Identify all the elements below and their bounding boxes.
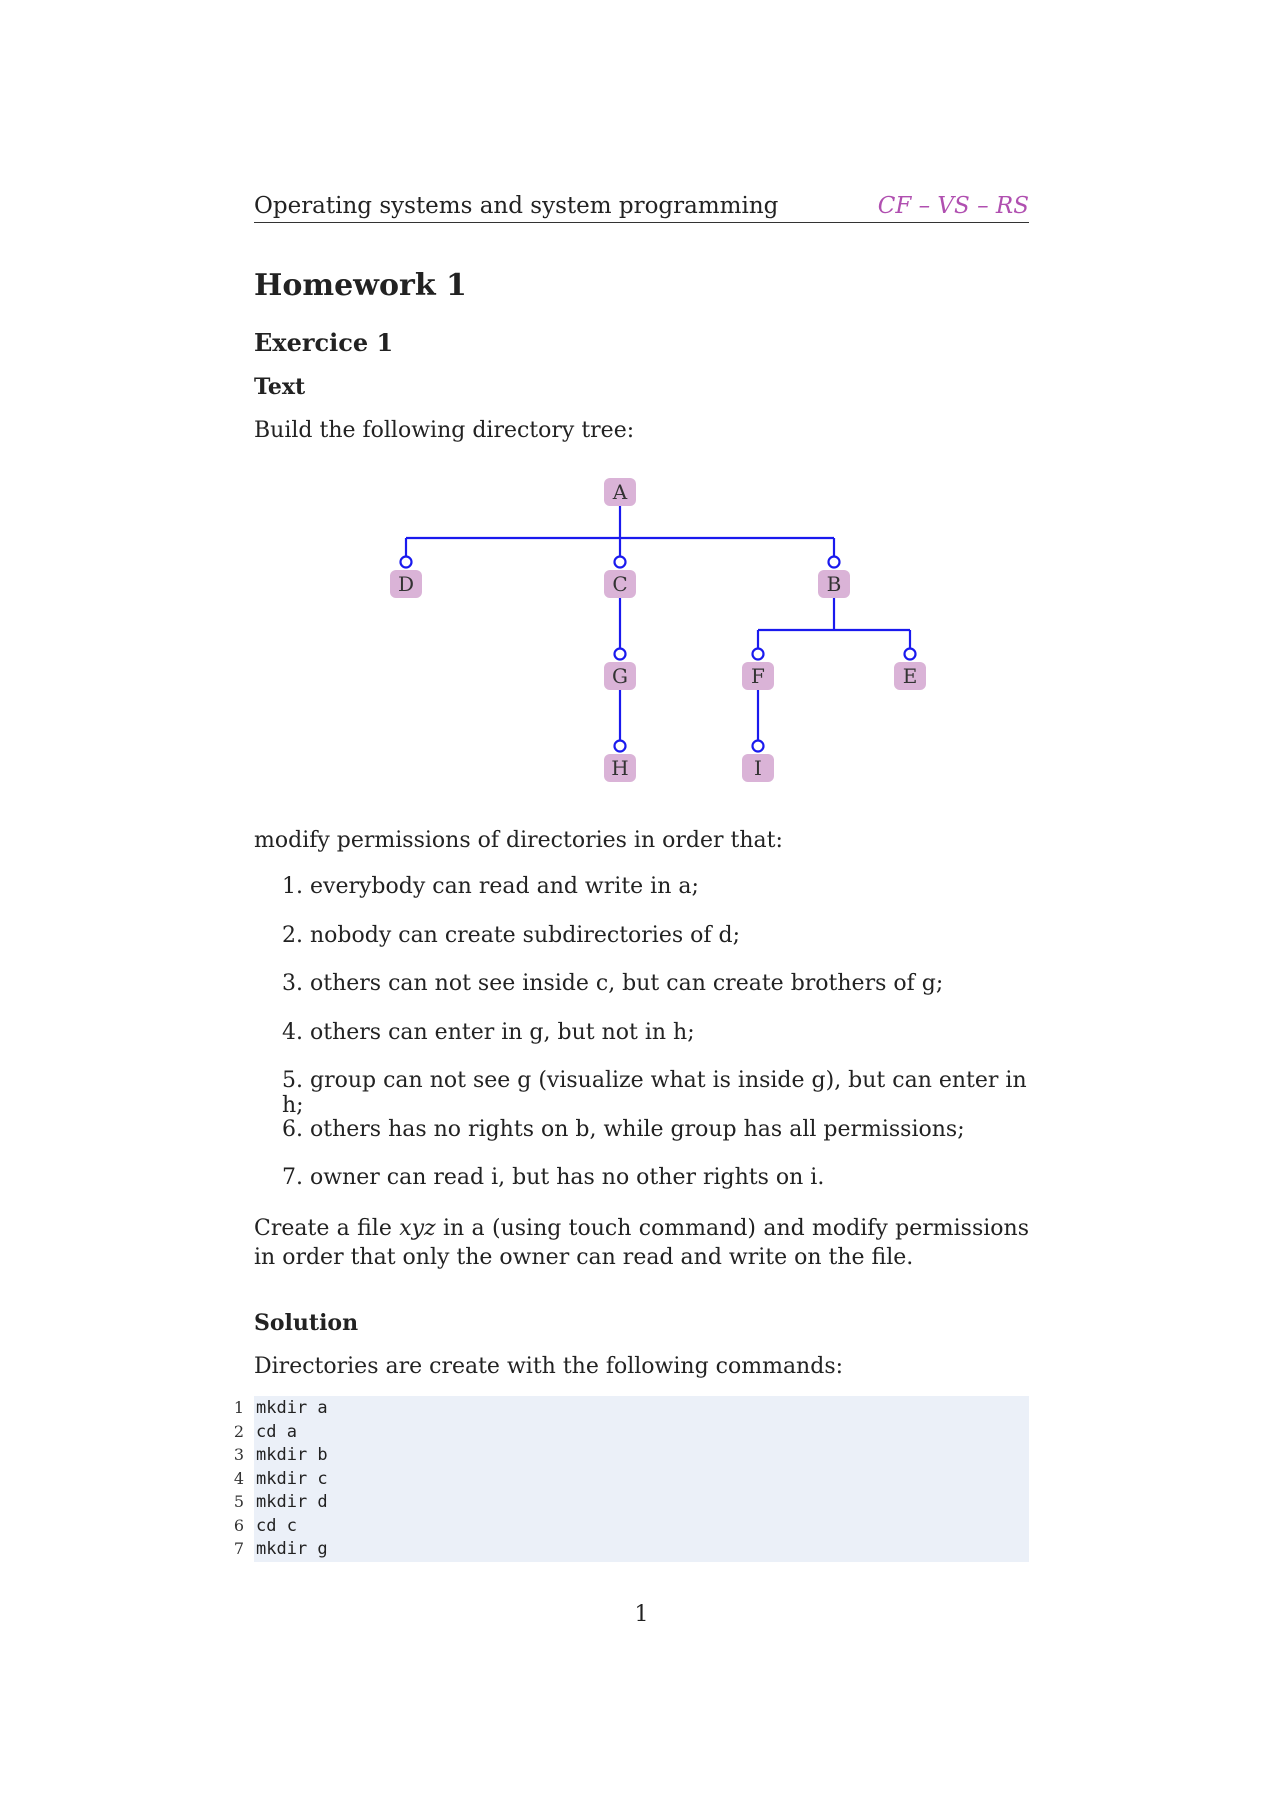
line-number: 5: [233, 1492, 244, 1511]
permissions-list: [282, 874, 1029, 1214]
tree-node-label: I: [754, 756, 762, 780]
code-line: [233, 1492, 328, 1516]
line-number: 3: [233, 1445, 244, 1464]
tree-node-e: [894, 662, 926, 690]
solution-intro: Directories are create with the following commands:: [254, 1354, 844, 1379]
item-text: owner can read i, but has no other rights on i.: [310, 1165, 825, 1190]
item-text: others can enter in g, but not in h;: [310, 1019, 695, 1045]
header-authors: CF – VS – RS: [877, 193, 1029, 219]
file-task-after: in a (using touch command) and modify permissions in order that only the owner can read and write on the file.: [254, 1216, 1030, 1270]
code-line: [233, 1398, 328, 1422]
line-number: 7: [233, 1539, 244, 1558]
list-item: [282, 874, 1029, 923]
tree-node-label: H: [611, 756, 629, 780]
text-heading: Text: [254, 374, 306, 400]
tree-edges: [401, 506, 916, 752]
tree-node-label: F: [751, 664, 765, 688]
tree-node-b: [818, 570, 850, 598]
line-number: 1: [233, 1398, 244, 1417]
tree-node-label: D: [397, 572, 415, 596]
file-task-filename: xyz: [399, 1216, 436, 1241]
tree-node-label: G: [612, 664, 628, 688]
item-number: 3.: [282, 971, 303, 996]
running-header: [254, 192, 1029, 223]
code-line: [233, 1468, 328, 1493]
tree-node-g: [604, 662, 636, 690]
code-text: mkdir c: [256, 1468, 328, 1489]
exercise-heading: Exercice 1: [254, 328, 394, 357]
code-line: [233, 1421, 297, 1446]
code-text: mkdir a: [256, 1398, 328, 1418]
item-text: nobody can create subdirectories of d;: [310, 922, 741, 948]
item-text: others can not see inside c, but can create brothers of g;: [310, 971, 944, 996]
intro-text: Build the following directory tree:: [254, 418, 635, 443]
tree-node-label: E: [902, 664, 918, 688]
list-item: [282, 1068, 1029, 1117]
list-item: [282, 923, 1029, 972]
solution-heading: Solution: [254, 1310, 359, 1336]
list-item: [282, 1165, 1029, 1214]
item-number: 5.: [282, 1068, 303, 1093]
tree-node-label: C: [612, 572, 628, 596]
code-text: cd c: [256, 1515, 297, 1536]
code-line: [233, 1445, 328, 1469]
tree-node-a: [604, 478, 636, 506]
tree-node-d: [390, 570, 422, 598]
item-number: 6.: [282, 1116, 303, 1142]
code-text: cd a: [256, 1421, 297, 1442]
line-number: 6: [233, 1515, 244, 1535]
list-item: [282, 1117, 1029, 1166]
item-text: group can not see g (visualize what is inside g), but can enter in h;: [282, 1068, 1027, 1118]
line-number: 2: [233, 1421, 244, 1441]
item-number: 1.: [282, 874, 303, 899]
directory-tree: [354, 474, 918, 800]
file-task-before: Create a file: [254, 1216, 400, 1241]
item-number: 4.: [282, 1019, 303, 1045]
tree-node-h: [604, 754, 636, 782]
code-line: [233, 1539, 328, 1563]
item-number: 2.: [282, 922, 303, 948]
tree-node-c: [604, 570, 636, 598]
tree-node-i: [742, 754, 774, 782]
code-text: mkdir d: [256, 1492, 328, 1512]
header-course: Operating systems and system programming: [254, 193, 779, 219]
item-text: others has no rights on b, while group has all permissions;: [310, 1116, 965, 1142]
tree-node-label: B: [826, 572, 842, 596]
file-task-paragraph: [254, 1214, 1029, 1272]
tree-node-label: A: [612, 480, 628, 504]
page-number: 1: [634, 1602, 649, 1627]
item-number: 7.: [282, 1165, 303, 1190]
tree-node-f: [742, 662, 774, 690]
code-block: [233, 1396, 1029, 1562]
list-item: [282, 971, 1029, 1020]
item-text: everybody can read and write in a;: [310, 874, 699, 899]
code-line: [233, 1515, 297, 1540]
code-text: mkdir b: [256, 1445, 328, 1465]
line-number: 4: [233, 1468, 244, 1488]
code-text: mkdir g: [256, 1539, 328, 1559]
permissions-intro: modify permissions of directories in order that:: [254, 828, 783, 853]
list-item: [282, 1020, 1029, 1069]
homework-title: Homework 1: [254, 268, 467, 303]
